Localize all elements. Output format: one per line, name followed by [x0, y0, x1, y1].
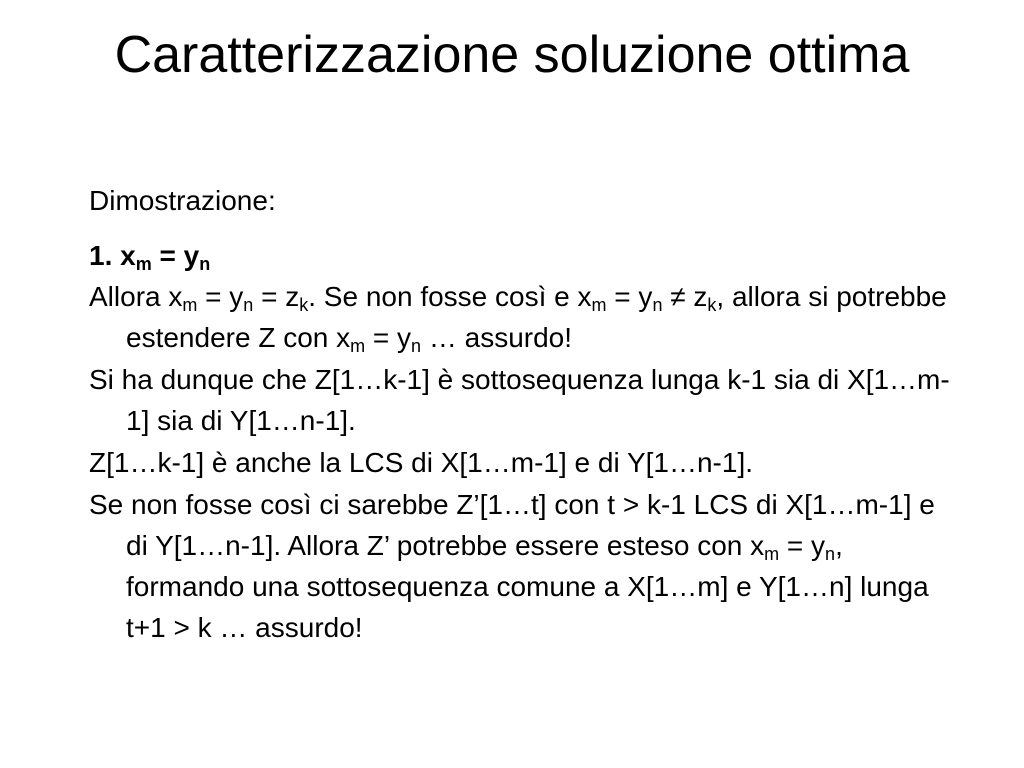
para1-sub-7: m: [350, 336, 366, 356]
para1-sub-5: n: [652, 295, 663, 315]
para1-sub-2: n: [243, 295, 254, 315]
case-number: 1.: [89, 240, 113, 271]
para4-sub-1: m: [764, 544, 780, 564]
case-left-var: x: [120, 240, 136, 271]
para1-sub-6: k: [707, 295, 717, 315]
para4-text-2: = y: [779, 530, 826, 561]
case-right-sub: n: [199, 254, 211, 274]
case-equals: =: [151, 240, 184, 271]
para1-sub-4: m: [591, 295, 607, 315]
paragraph-1: [89, 276, 959, 358]
paragraph-4: [89, 484, 959, 648]
para4-sub-2: n: [825, 544, 836, 564]
proof-heading: Dimostrazione:: [89, 185, 276, 216]
slide-title: Caratterizzazione soluzione ottima: [114, 26, 910, 84]
para1-text-8: = y: [365, 322, 412, 353]
para1-sub-3: k: [299, 295, 309, 315]
para1-text-4: . Se non fosse così e x: [308, 281, 592, 312]
para4-text-3: , formando una sottosequenza comune a X[1…m] e Y[1…n] lunga t+1 > k … assurdo!: [126, 530, 929, 643]
para1-text-7: , allora si potrebbe estendere Z con x: [126, 281, 947, 353]
case-left-sub: m: [135, 254, 152, 274]
para1-sub-1: m: [182, 295, 198, 315]
case-right-var: y: [183, 240, 200, 271]
para1-text-6: ≠ z: [662, 281, 708, 312]
para1-text-5: = y: [606, 281, 653, 312]
para4-text-1: Se non fosse così ci sarebbe Z’[1…t] con t > k-1 LCS di X[1…m-1] e di Y[1…n-1]. Allora Z’ potrebbe essere esteso con x: [89, 489, 935, 561]
para1-sub-8: n: [411, 336, 422, 356]
para1-text-1: Allora x: [89, 281, 183, 312]
para1-text-9: … assurdo!: [421, 322, 573, 353]
paragraph-2: Si ha dunque che Z[1…k-1] è sottosequenza lunga k-1 sia di X[1…m-1] sia di Y[1…n-1].: [89, 364, 950, 436]
paragraph-3: Z[1…k-1] è anche la LCS di X[1…m-1] e di Y[1…n-1].: [89, 447, 754, 478]
para1-text-2: = y: [197, 281, 244, 312]
case-heading: [89, 235, 959, 276]
para1-text-3: = z: [253, 281, 300, 312]
slide-body: [89, 180, 959, 649]
